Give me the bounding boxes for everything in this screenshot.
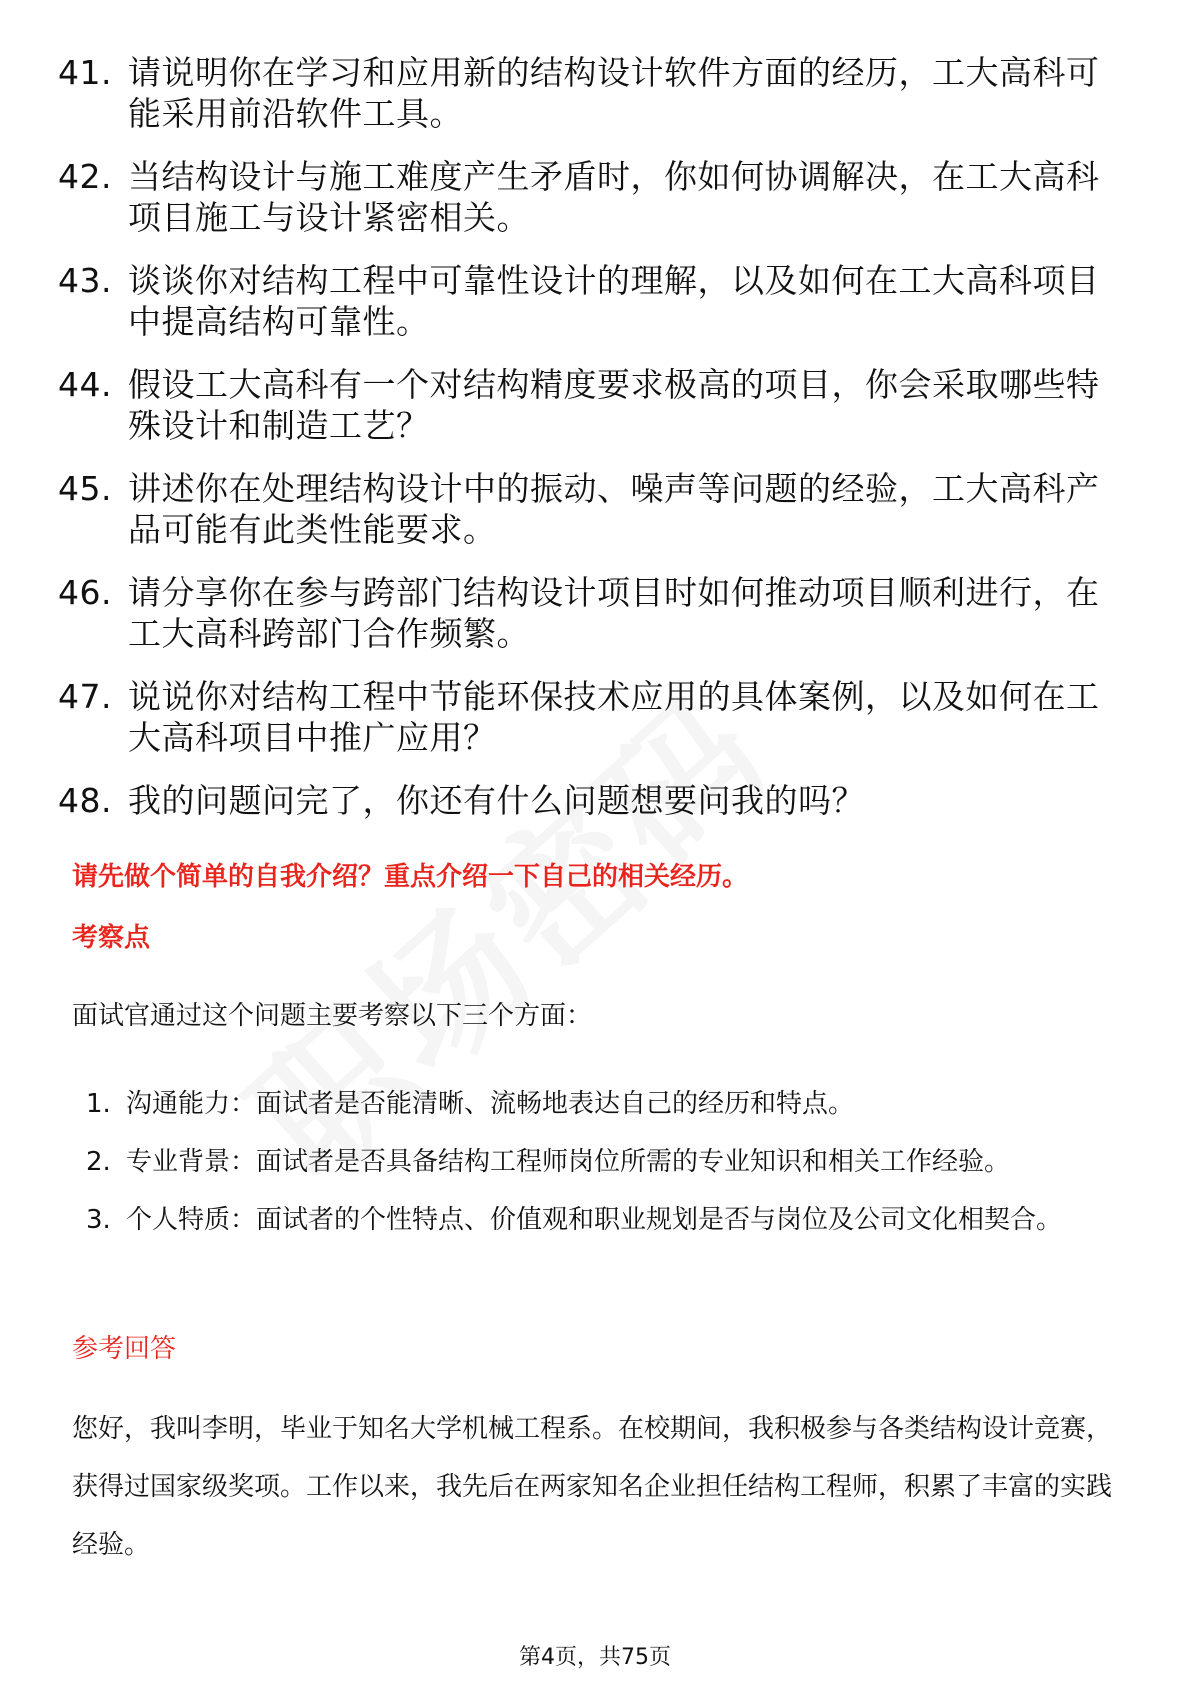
question-text: 请分享你在参与跨部门结构设计项目时如何推动项目顺利进行，在工大高科跨部门合作频繁。	[128, 573, 1100, 653]
question-number: 47.	[58, 677, 112, 716]
question-number: 43.	[58, 261, 112, 300]
point-text: 专业背景：面试者是否具备结构工程师岗位所需的专业知识和相关工作经验。	[126, 1147, 1011, 1177]
question-heading: 请先做个简单的自我介绍？重点介绍一下自己的相关经历。	[72, 862, 749, 892]
point-number: 3.	[86, 1205, 111, 1235]
point-number: 1.	[86, 1089, 111, 1119]
points-list	[86, 1075, 1116, 1249]
list-item	[58, 260, 1118, 342]
page-footer: 第4页，共75页	[519, 1645, 671, 1670]
question-number: 41.	[58, 53, 112, 92]
answer-text: 您好，我叫李明，毕业于知名大学机械工程系。在校期间，我积极参与各类结构设计竞赛，获得过国家级奖项。工作以来，我先后在两家知名企业担任结构工程师，积累了丰富的实践经验。	[72, 1414, 1113, 1560]
point-text: 沟通能力：面试者是否能清晰、流畅地表达自己的经历和特点。	[126, 1089, 855, 1119]
question-text: 谈谈你对结构工程中可靠性设计的理解，以及如何在工大高科项目中提高结构可靠性。	[128, 261, 1100, 341]
points-heading: 考察点	[72, 923, 151, 953]
question-number: 45.	[58, 469, 112, 508]
list-item	[58, 364, 1118, 446]
list-item	[58, 52, 1118, 134]
point-number: 2.	[86, 1147, 111, 1177]
question-text: 假设工大高科有一个对结构精度要求极高的项目，你会采取哪些特殊设计和制造工艺？	[128, 365, 1100, 445]
answer-heading: 参考回答	[72, 1334, 177, 1364]
intro-text: 面试官通过这个问题主要考察以下三个方面：	[72, 1001, 593, 1031]
question-number: 44.	[58, 365, 112, 404]
question-list	[58, 52, 1118, 843]
list-item	[86, 1191, 1116, 1249]
list-item	[58, 572, 1118, 654]
question-text: 请说明你在学习和应用新的结构设计软件方面的经历，工大高科可能采用前沿软件工具。	[128, 53, 1100, 133]
question-number: 42.	[58, 157, 112, 196]
question-text: 我的问题问完了，你还有什么问题想要问我的吗？	[128, 781, 865, 820]
list-item	[86, 1075, 1116, 1133]
question-number: 48.	[58, 781, 112, 820]
list-item	[58, 156, 1118, 238]
list-item	[58, 468, 1118, 550]
point-text: 个人特质：面试者的个性特点、价值观和职业规划是否与岗位及公司文化相契合。	[126, 1205, 1063, 1235]
question-text: 说说你对结构工程中节能环保技术应用的具体案例，以及如何在工大高科项目中推广应用？	[128, 677, 1100, 757]
list-item	[86, 1133, 1116, 1191]
question-text: 当结构设计与施工难度产生矛盾时，你如何协调解决，在工大高科项目施工与设计紧密相关。	[128, 157, 1100, 237]
question-text: 讲述你在处理结构设计中的振动、噪声等问题的经验，工大高科产品可能有此类性能要求。	[128, 469, 1100, 549]
question-number: 46.	[58, 573, 112, 612]
list-item	[58, 780, 1118, 821]
list-item	[58, 676, 1118, 758]
